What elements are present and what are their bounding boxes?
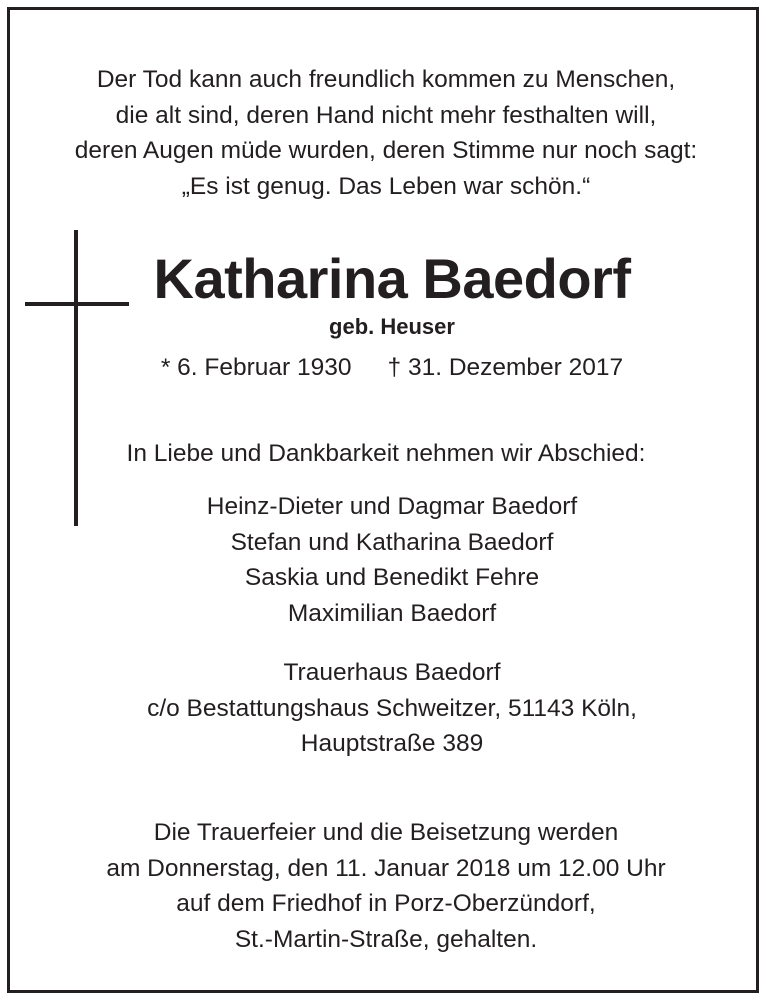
life-dates (16, 350, 766, 386)
address-line: Trauerhaus Baedorf (283, 659, 501, 686)
mourning-house-address (16, 655, 766, 762)
funeral-line: auf dem Friedhof in Porz-Oberzündorf, (176, 890, 596, 917)
poem-line: Der Tod kann auch freundlich kommen zu Menschen, (96, 66, 676, 93)
maiden-name: geb. Heuser (329, 314, 455, 339)
family-member: Maximilian Baedorf (287, 599, 497, 627)
death-date: † 31. Dezember 2017 (387, 354, 624, 381)
family-member: Saskia und Benedikt Fehre (244, 564, 540, 591)
funeral-line: am Donnerstag, den 11. Januar 2018 um 12.00 Uhr (106, 854, 666, 882)
funeral-notice (10, 815, 762, 957)
farewell-intro: In Liebe und Dankbarkeit nehmen wir Abschied: (126, 440, 646, 467)
obituary-frame (7, 7, 759, 993)
funeral-line: Die Trauerfeier und die Beisetzung werden (153, 819, 619, 846)
address-line: c/o Bestattungshaus Schweitzer, 51143 Köln, (147, 694, 637, 722)
family-member: Stefan und Katharina Baedorf (230, 528, 554, 556)
birth-date: * 6. Februar 1930 (160, 354, 352, 381)
family-list (16, 489, 766, 631)
address-line: Hauptstraße 389 (300, 730, 484, 757)
poem-line: deren Augen müde wurden, deren Stimme nur noch sagt: (74, 137, 698, 164)
poem-line: die alt sind, deren Hand nicht mehr festhalten will, (115, 101, 657, 129)
poem-line: „Es ist genug. Das Leben war schön.“ (181, 172, 591, 200)
deceased-name: Katharina Baedorf (153, 247, 631, 310)
family-member: Heinz-Dieter und Dagmar Baedorf (206, 493, 578, 520)
poem (10, 62, 762, 204)
funeral-line: St.-Martin-Straße, gehalten. (234, 925, 538, 953)
